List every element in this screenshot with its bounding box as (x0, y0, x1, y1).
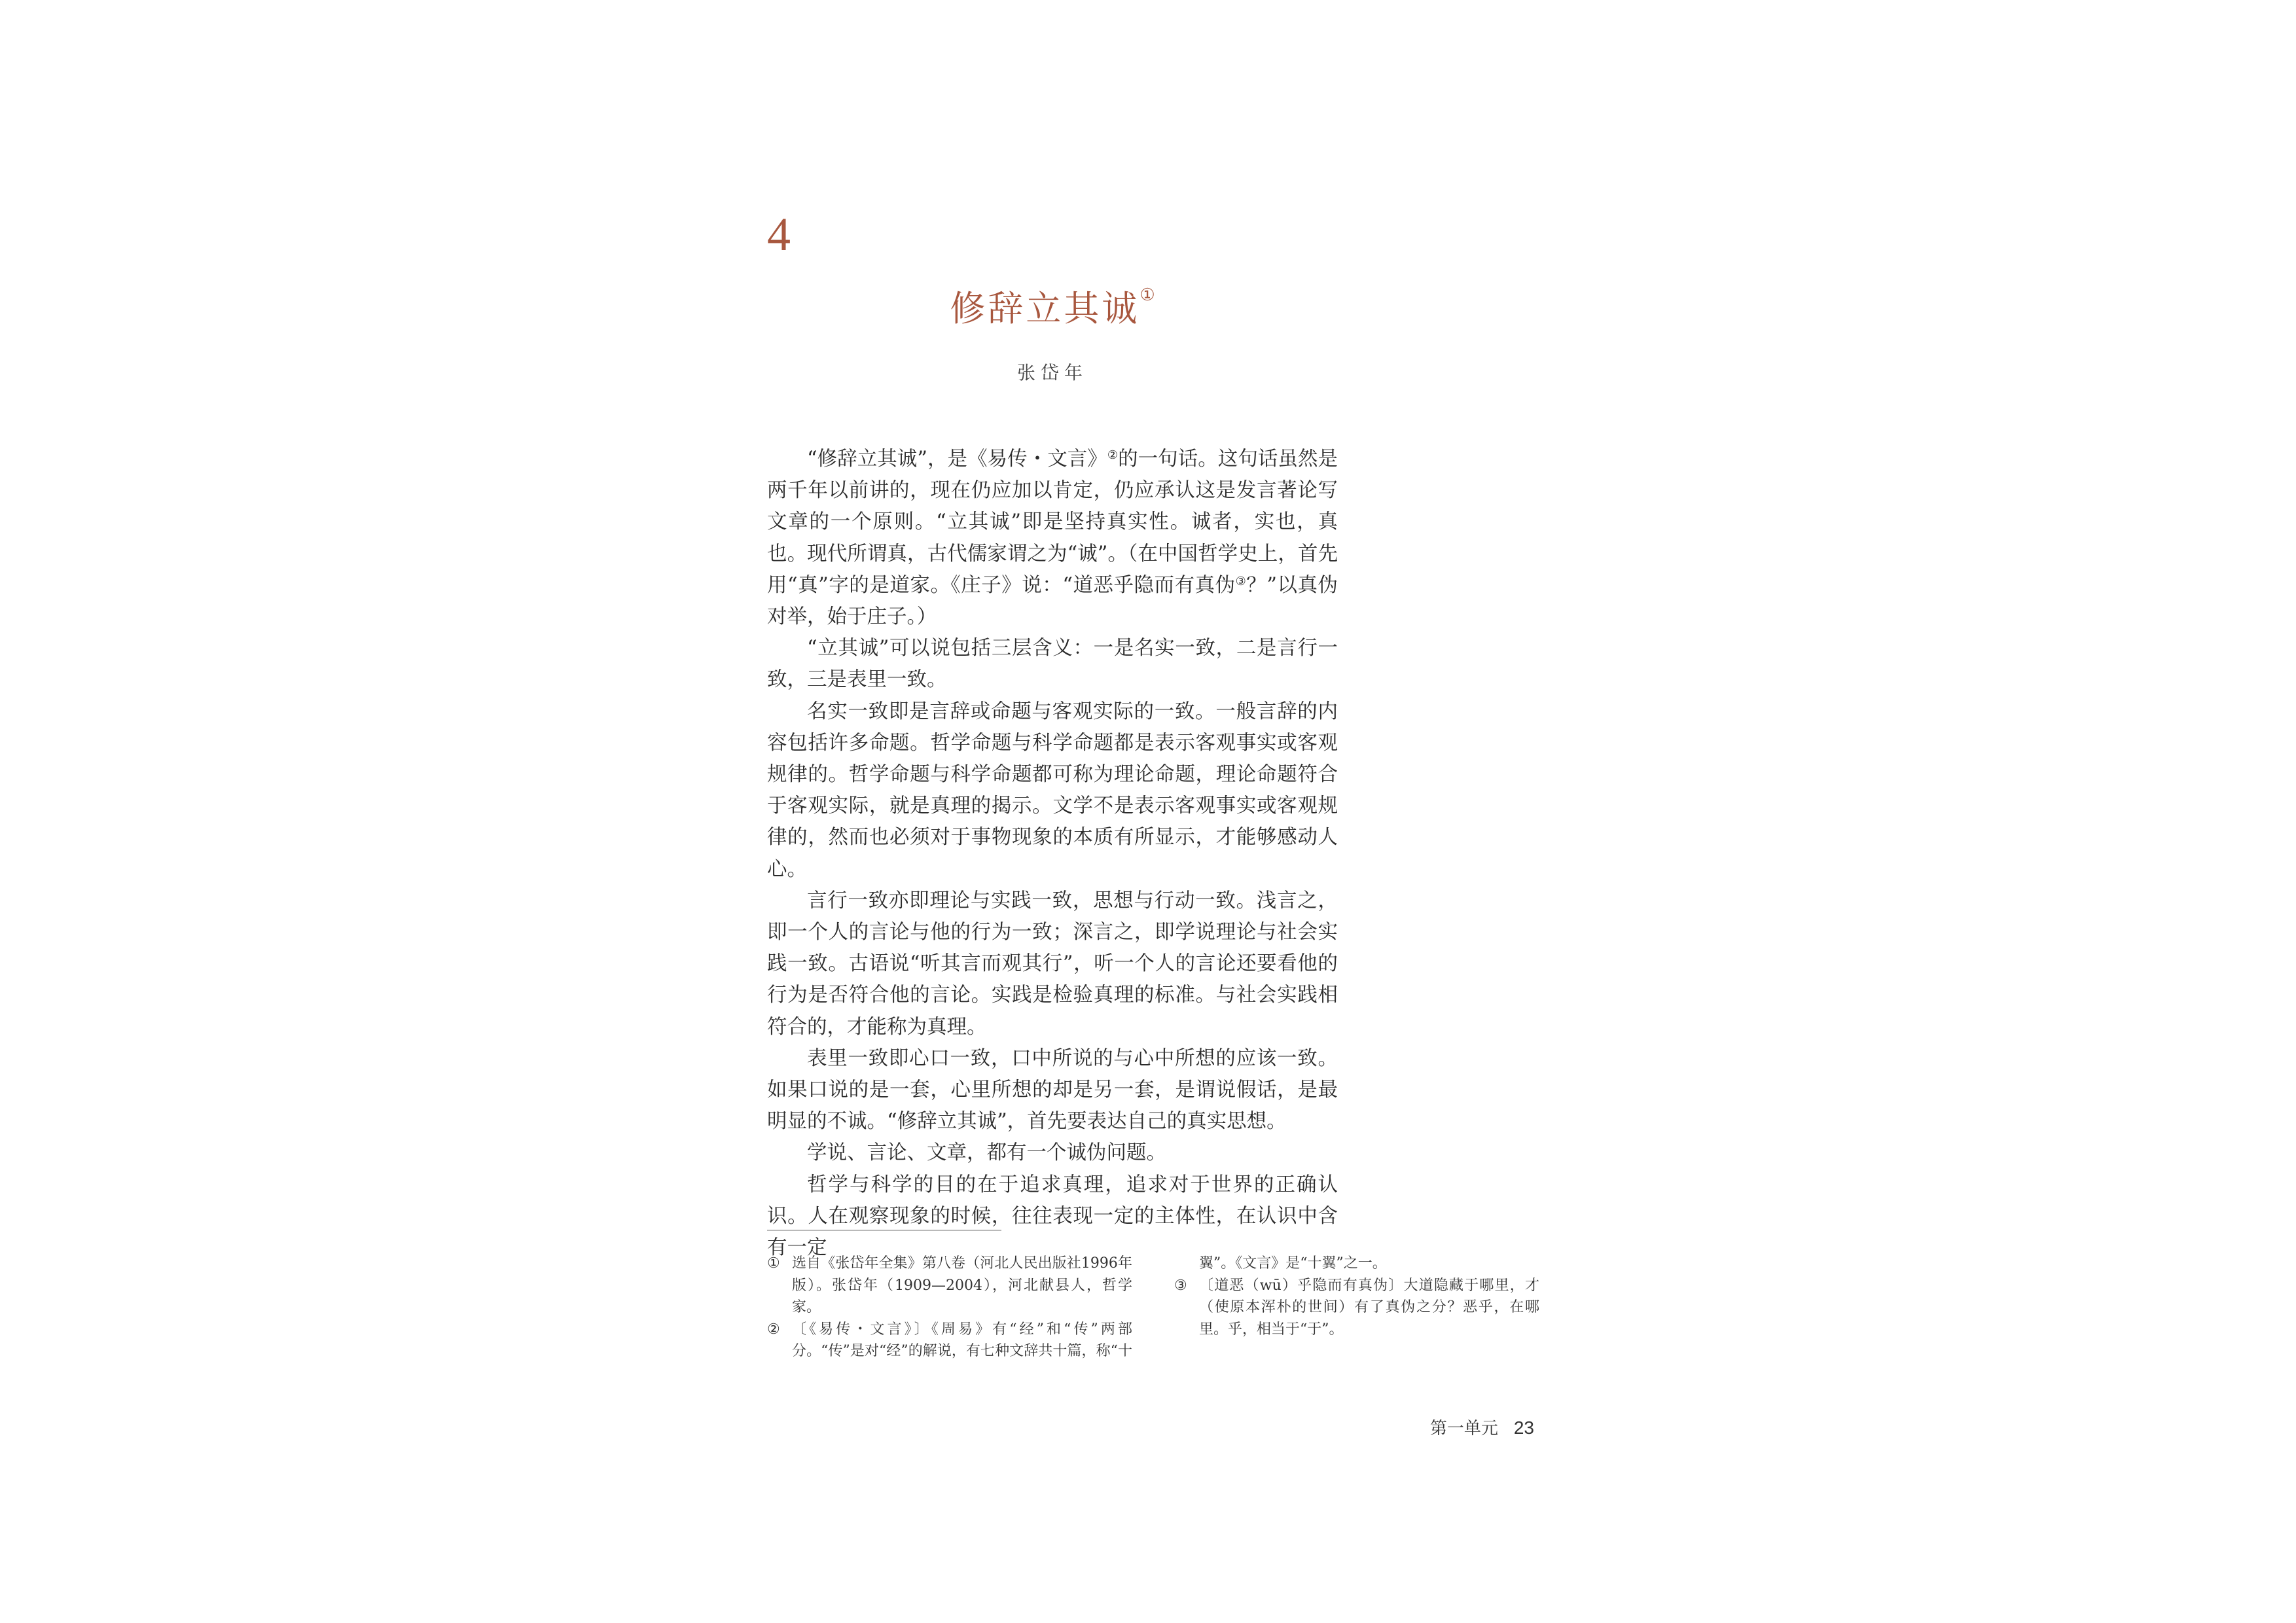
body-paragraph (767, 885, 1338, 1043)
footnote-ref: ③ (1235, 574, 1247, 588)
author-name: 张岱年 (1016, 362, 1088, 383)
paragraph-text: 学说、言论、文章，都有一个诚伪问题。 (807, 1141, 1166, 1165)
body-paragraph (767, 1043, 1338, 1138)
paragraph-text: ？”以真伪对举，始于庄子。） (767, 573, 1338, 629)
paragraph-text: 言行一致亦即理论与实践一致，思想与行动一致。浅言之，即一个人的言论与他的行为一致；深言之，即学说理论与社会实践一致。古语说“听其言而观其行”，听一个人的言论还要看他的行为是否符合他的言论。实践是检验真理的标准。与社会实践相符合的，才能称为真理。 (767, 889, 1338, 1039)
title-footnote-mark: ① (1139, 285, 1155, 305)
body-paragraph (767, 696, 1338, 885)
unit-label: 第一单元 (1429, 1419, 1498, 1438)
body-paragraph (767, 633, 1338, 696)
footnote-mark: ③ (1174, 1277, 1187, 1294)
paragraph-text: “立其诚”可以说包括三层含义：一是名实一致，二是言行一致，三是表里一致。 (767, 637, 1338, 692)
footnote-item (1174, 1275, 1539, 1341)
footnote-text: 〔《易传・文言》〕《周易》有“经”和“传”两部分。“传”是对“经”的解说，有七种文辞共十篇，称“十翼”。《文言》是“十翼”之一。 (792, 1255, 1387, 1359)
footnotes (767, 1253, 1539, 1363)
footnote-ref: ② (1107, 448, 1119, 462)
body-paragraph (767, 444, 1338, 633)
lesson-number: 4 (767, 208, 791, 260)
paragraph-text: 哲学与科学的目的在于追求真理，追求对于世界的正确认识。人在观察现象的时候，往往表现一定的主体性，在认识中含有一定 (767, 1173, 1338, 1260)
footnote-divider (767, 1230, 1001, 1231)
paragraph-text: 的一句话。这句话虽然是两千年以前讲的，现在仍应加以肯定，仍应承认这是发言著论写文章的一个原则。“立其诚”即是坚持真实性。诚者，实也，真也。现代所谓真，古代儒家谓之为“诚”。（在中国哲学史上，首先用“真”字的是道家。《庄子》说：“道恶乎隐而有真伪 (767, 448, 1338, 597)
footnote-item (767, 1253, 1132, 1319)
paragraph-text: 名实一致即是言辞或命题与客观实际的一致。一般言辞的内容包括许多命题。哲学命题与科学命题都是表示客观事实或客观规律的。哲学命题与科学命题都可称为理论命题，理论命题符合于客观实际，就是真理的揭示。文学不是表示客观事实或客观规律的，然而也必须对于事物现象的本质有所显示，才能够感动人心。 (767, 700, 1338, 881)
footnote-mark: ① (767, 1255, 780, 1272)
title-text: 修辞立其诚 (950, 288, 1140, 329)
paragraph-text: 表里一致即心口一致，口中所说的与心中所想的应该一致。如果口说的是一套，心里所想的却是另一套，是谓说假话，是最明显的不诚。“修辞立其诚”，首先要表达自己的真实思想。 (767, 1046, 1338, 1133)
footnote-mark: ② (767, 1321, 780, 1338)
article-body (767, 444, 1338, 1264)
paragraph-text: “修辞立其诚”，是《易传・文言》 (807, 448, 1107, 471)
footnote-text: 〔道恶（wū）乎隐而有真伪〕大道隐藏于哪里，才（使原本浑朴的世间）有了真伪之分？恶乎，在哪里。乎，相当于“于”。 (1199, 1277, 1539, 1338)
page-title (767, 285, 1338, 330)
body-paragraph (767, 1137, 1338, 1169)
footnote-text: 选自《张岱年全集》第八卷（河北人民出版社1996年版）。张岱年（1909—2004），河北献县人，哲学家。 (792, 1255, 1132, 1315)
page-number: 23 (1513, 1418, 1534, 1438)
body-paragraph (767, 1169, 1338, 1264)
page-footer (1430, 1415, 1534, 1439)
